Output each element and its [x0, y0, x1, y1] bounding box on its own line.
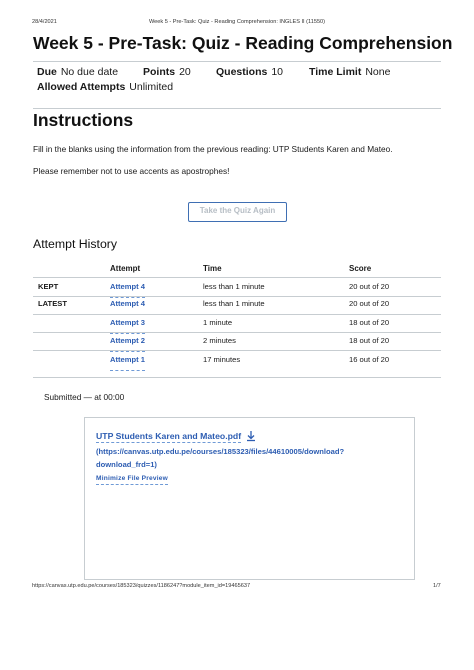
row-divider	[33, 296, 441, 297]
attempt-link[interactable]: Attempt 1	[110, 355, 145, 367]
attempt-link[interactable]: Attempt 4	[110, 282, 145, 294]
title-divider	[33, 61, 441, 62]
due-value: No due date	[60, 66, 119, 78]
column-header-time: Time	[203, 264, 222, 273]
attempt-history-heading: Attempt History	[33, 237, 118, 251]
points-detail	[143, 66, 191, 78]
attempt-time: 17 minutes	[203, 355, 241, 364]
questions-label: Questions	[216, 66, 268, 78]
questions-detail	[216, 66, 283, 78]
attempts-value: Unlimited	[129, 81, 174, 93]
row-label: LATEST	[38, 299, 67, 308]
history-bottom-divider	[33, 377, 441, 378]
attempt-score: 20 out of 20	[349, 282, 390, 291]
row-divider	[33, 332, 441, 333]
column-header-attempt: Attempt	[110, 264, 141, 273]
print-date: 28/4/2021	[32, 19, 57, 25]
details-divider	[33, 108, 441, 109]
print-header-title: Week 5 - Pre-Task: Quiz - Reading Comprehension: INGLES II (11550)	[148, 19, 326, 25]
page-title: Week 5 - Pre-Task: Quiz - Reading Comprehension	[33, 33, 453, 53]
attempt-time: 1 minute	[203, 318, 233, 327]
file-url-line[interactable]: download_frd=1)	[96, 460, 157, 469]
row-label: KEPT	[38, 282, 59, 291]
minimize-file-preview-link[interactable]: Minimize File Preview	[96, 475, 168, 482]
attempt-score: 16 out of 20	[349, 355, 390, 364]
due-detail	[37, 66, 118, 78]
due-label: Due	[37, 66, 57, 78]
table-row	[33, 355, 441, 373]
attempt-time: less than 1 minute	[203, 299, 265, 308]
submitted-status: Submitted — at 00:00	[44, 392, 125, 402]
print-footer-url: https://canvas.utp.edu.pe/courses/185323/quizzes/1186247?module_item_id=19465637	[32, 583, 251, 589]
row-divider	[33, 350, 441, 351]
file-download-link[interactable]: UTP Students Karen and Mateo.pdf	[96, 431, 242, 441]
attempt-link[interactable]: Attempt 4	[110, 299, 145, 311]
attempt-score: 18 out of 20	[349, 336, 390, 345]
table-row	[33, 282, 441, 300]
print-page-number: 1/7	[433, 583, 441, 589]
points-label: Points	[143, 66, 176, 78]
table-row	[33, 336, 441, 354]
attempts-detail	[37, 81, 173, 93]
attempt-time: 2 minutes	[203, 336, 236, 345]
time-limit-label: Time Limit	[309, 66, 362, 78]
file-url-line[interactable]: (https://canvas.utp.edu.pe/courses/185323/files/44610005/download?	[96, 447, 345, 456]
history-header-divider	[33, 277, 441, 278]
take-quiz-again-button[interactable]	[188, 202, 287, 222]
download-icon[interactable]	[245, 430, 257, 442]
take-quiz-again-label: Take the Quiz Again	[199, 206, 276, 215]
time-limit-value: None	[365, 66, 391, 78]
attempts-label: Allowed Attempts	[37, 81, 126, 93]
column-header-score: Score	[349, 264, 372, 273]
attempt-score: 20 out of 20	[349, 299, 390, 308]
attempt-score: 18 out of 20	[349, 318, 390, 327]
instructions-reminder: Please remember not to use accents as apostrophes!	[33, 166, 230, 176]
time-limit-detail	[309, 66, 390, 78]
attempt-link[interactable]: Attempt 2	[110, 336, 145, 348]
questions-value: 10	[271, 66, 284, 78]
instructions-heading: Instructions	[33, 110, 134, 130]
file-preview-box	[84, 417, 415, 580]
table-row	[33, 318, 441, 336]
instructions-text: Fill in the blanks using the information from the previous reading: UTP Students Karen and Mateo.	[33, 144, 393, 154]
attempt-time: less than 1 minute	[203, 282, 265, 291]
attempt-link[interactable]: Attempt 3	[110, 318, 145, 330]
points-value: 20	[179, 66, 191, 78]
row-divider	[33, 314, 441, 315]
